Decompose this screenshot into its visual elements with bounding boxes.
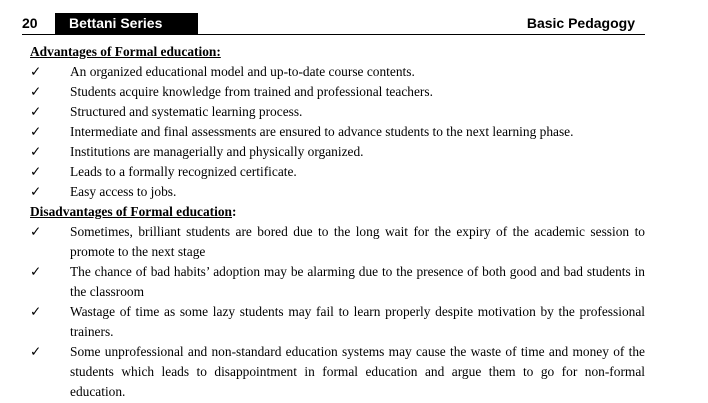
list-item-text: Easy access to jobs. <box>70 184 177 199</box>
check-icon: ✓ <box>30 164 42 179</box>
list-item <box>30 182 645 202</box>
check-icon: ✓ <box>30 264 42 279</box>
disadvantages-heading <box>30 202 645 222</box>
disadvantages-heading-text: Disadvantages of Formal education <box>30 204 232 219</box>
check-icon: ✓ <box>30 64 42 79</box>
list-item-text: Some unprofessional and non-standard education systems may cause the waste of time and money of the students which leads to disappointment in formal education and argue them to go for non-formal education. <box>70 344 645 399</box>
list-item-text: Intermediate and final assessments are ensured to advance students to the next learning phase. <box>70 124 574 139</box>
page-header <box>22 13 645 35</box>
list-item-text: The chance of bad habits’ adoption may be alarming due to the presence of both good and bad students in the classroom <box>70 264 645 299</box>
list-item <box>30 82 645 102</box>
list-item <box>30 262 645 302</box>
advantages-heading: Advantages of Formal education: <box>30 44 221 59</box>
check-icon: ✓ <box>30 104 42 119</box>
list-item-text: Wastage of time as some lazy students may fail to learn properly despite motivation by the professional trainers. <box>70 304 645 339</box>
list-item <box>30 62 645 82</box>
list-item-text: Leads to a formally recognized certificate. <box>70 164 297 179</box>
list-item-text: Structured and systematic learning process. <box>70 104 303 119</box>
list-item-text: Sometimes, brilliant students are bored due to the long wait for the expiry of the academic session to promote to the next stage <box>70 224 645 259</box>
list-item <box>30 302 645 342</box>
subject-title: Basic Pedagogy <box>526 15 635 31</box>
list-item <box>30 222 645 262</box>
advantages-list <box>30 62 645 202</box>
page-body <box>30 42 645 402</box>
page-number: 20 <box>22 15 38 31</box>
check-icon: ✓ <box>30 184 42 199</box>
disadvantages-list <box>30 222 645 402</box>
list-item-text: Students acquire knowledge from trained and professional teachers. <box>70 84 433 99</box>
check-icon: ✓ <box>30 124 42 139</box>
list-item <box>30 122 645 142</box>
list-item-text: An organized educational model and up-to-date course contents. <box>70 64 415 79</box>
check-icon: ✓ <box>30 144 42 159</box>
check-icon: ✓ <box>30 304 42 319</box>
check-icon: ✓ <box>30 224 42 239</box>
list-item <box>30 102 645 122</box>
list-item <box>30 142 645 162</box>
heading-colon: : <box>231 204 237 219</box>
check-icon: ✓ <box>30 84 42 99</box>
series-title: Bettani Series <box>55 13 198 34</box>
check-icon: ✓ <box>30 344 42 359</box>
list-item-text: Institutions are managerially and physically organized. <box>70 144 364 159</box>
list-item <box>30 162 645 182</box>
list-item <box>30 342 645 402</box>
